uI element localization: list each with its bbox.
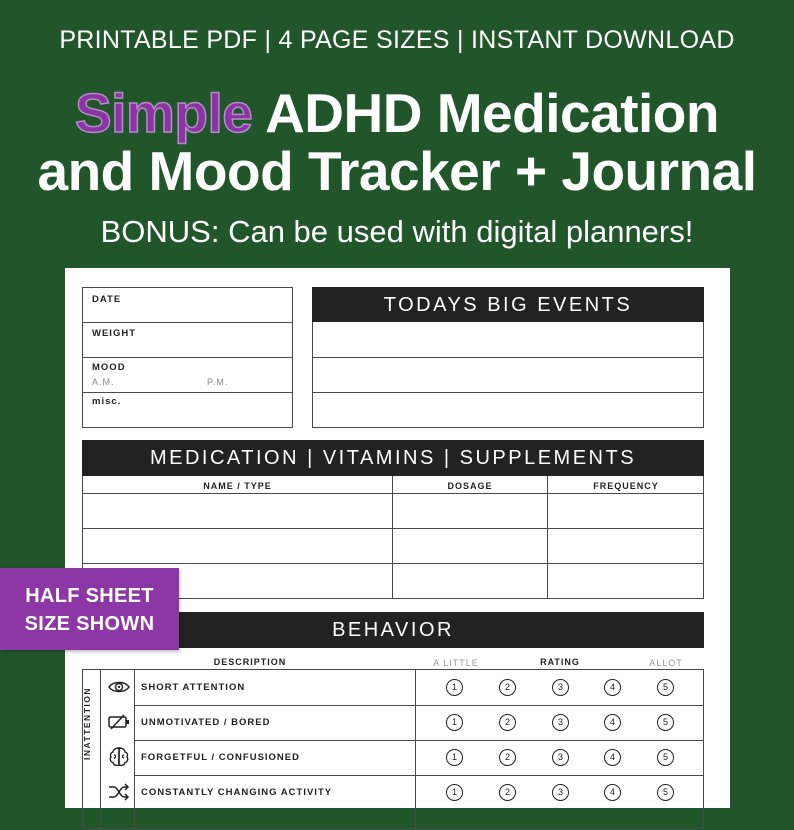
behavior-label: CONSTANTLY CHANGING ACTIVITY	[141, 787, 333, 798]
behavior-row-divider	[134, 705, 703, 706]
weight-label: WEIGHT	[92, 328, 136, 339]
medication-col-dosage: DOSAGE	[447, 481, 493, 491]
rating-circle[interactable]: 2	[499, 714, 516, 731]
medication-divider	[83, 563, 703, 564]
rating-circle[interactable]: 2	[499, 784, 516, 801]
events-divider	[313, 357, 703, 358]
behavior-description-header: DESCRIPTION	[213, 657, 287, 667]
rating-circle[interactable]: 3	[552, 784, 569, 801]
rating-circle[interactable]: 2	[499, 679, 516, 696]
headline-line-1	[0, 83, 794, 143]
rating-circle[interactable]: 5	[657, 784, 674, 801]
rating-circle[interactable]: 5	[657, 679, 674, 696]
rating-circle[interactable]: 3	[552, 679, 569, 696]
rating-circle[interactable]: 4	[604, 749, 621, 766]
badge-line-1: HALF SHEET	[25, 585, 154, 607]
medication-divider	[83, 528, 703, 529]
behavior-row-divider	[134, 740, 703, 741]
empty-battery-icon	[107, 710, 131, 734]
badge-line-2: SIZE SHOWN	[24, 613, 155, 635]
behavior-icon-divider	[134, 670, 135, 830]
medication-title-bar: MEDICATION | VITAMINS | SUPPLEMENTS	[82, 440, 704, 476]
headline-rest: ADHD Medication	[252, 82, 719, 144]
headline-accent: Simple	[75, 82, 253, 144]
events-title-bar: TODAYS BIG EVENTS	[312, 287, 704, 322]
behavior-label: FORGETFUL / CONFUSIONED	[141, 752, 300, 763]
misc-label: misc.	[92, 396, 122, 407]
info-divider	[83, 357, 292, 358]
events-divider	[313, 392, 703, 393]
rating-circle[interactable]: 1	[446, 784, 463, 801]
info-divider	[83, 322, 292, 323]
rating-circle[interactable]: 5	[657, 714, 674, 731]
rating-circle[interactable]: 4	[604, 679, 621, 696]
rating-circle[interactable]: 3	[552, 749, 569, 766]
rating-circle[interactable]: 1	[446, 749, 463, 766]
behavior-title-bar: BEHAVIOR	[82, 612, 704, 648]
medication-col-divider	[547, 476, 548, 598]
info-divider	[83, 392, 292, 393]
rating-circle[interactable]: 2	[499, 749, 516, 766]
date-label: DATE	[92, 294, 122, 305]
tracker-sheet	[65, 268, 730, 808]
medication-col-frequency: FREQUENCY	[593, 481, 659, 491]
medication-divider	[83, 493, 703, 494]
rating-circle[interactable]: 5	[657, 749, 674, 766]
behavior-rating-low: A LITTLE	[433, 658, 479, 668]
behavior-group-inattention: INATTENTION	[82, 686, 92, 760]
info-box	[82, 287, 293, 428]
half-sheet-badge	[0, 568, 179, 650]
brain-icon	[107, 745, 131, 769]
behavior-label: UNMOTIVATED / BORED	[141, 717, 271, 728]
shuffle-icon	[107, 780, 131, 804]
rating-circle[interactable]: 4	[604, 784, 621, 801]
medication-col-divider	[392, 476, 393, 598]
medication-col-name: NAME / TYPE	[203, 481, 272, 491]
rating-circle[interactable]: 3	[552, 714, 569, 731]
behavior-rating-divider	[415, 670, 416, 830]
bonus-line: BONUS: Can be used with digital planners!	[100, 214, 694, 249]
events-box	[312, 287, 704, 428]
headline-line-2: and Mood Tracker + Journal	[37, 140, 757, 202]
behavior-label: SHORT ATTENTION	[141, 682, 246, 693]
mood-pm-label: P.M.	[207, 377, 229, 387]
eye-icon	[107, 675, 131, 699]
rating-circle[interactable]: 4	[604, 714, 621, 731]
rating-circle[interactable]: 1	[446, 679, 463, 696]
rating-circle[interactable]: 1	[446, 714, 463, 731]
behavior-rating-header: RATING	[540, 657, 580, 667]
behavior-rating-high: ALLOT	[649, 658, 683, 668]
top-line: PRINTABLE PDF | 4 PAGE SIZES | INSTANT DOWNLOAD	[59, 26, 735, 54]
mood-label: MOOD	[92, 362, 126, 373]
mood-am-label: A.M.	[92, 377, 115, 387]
behavior-row-divider	[134, 775, 703, 776]
